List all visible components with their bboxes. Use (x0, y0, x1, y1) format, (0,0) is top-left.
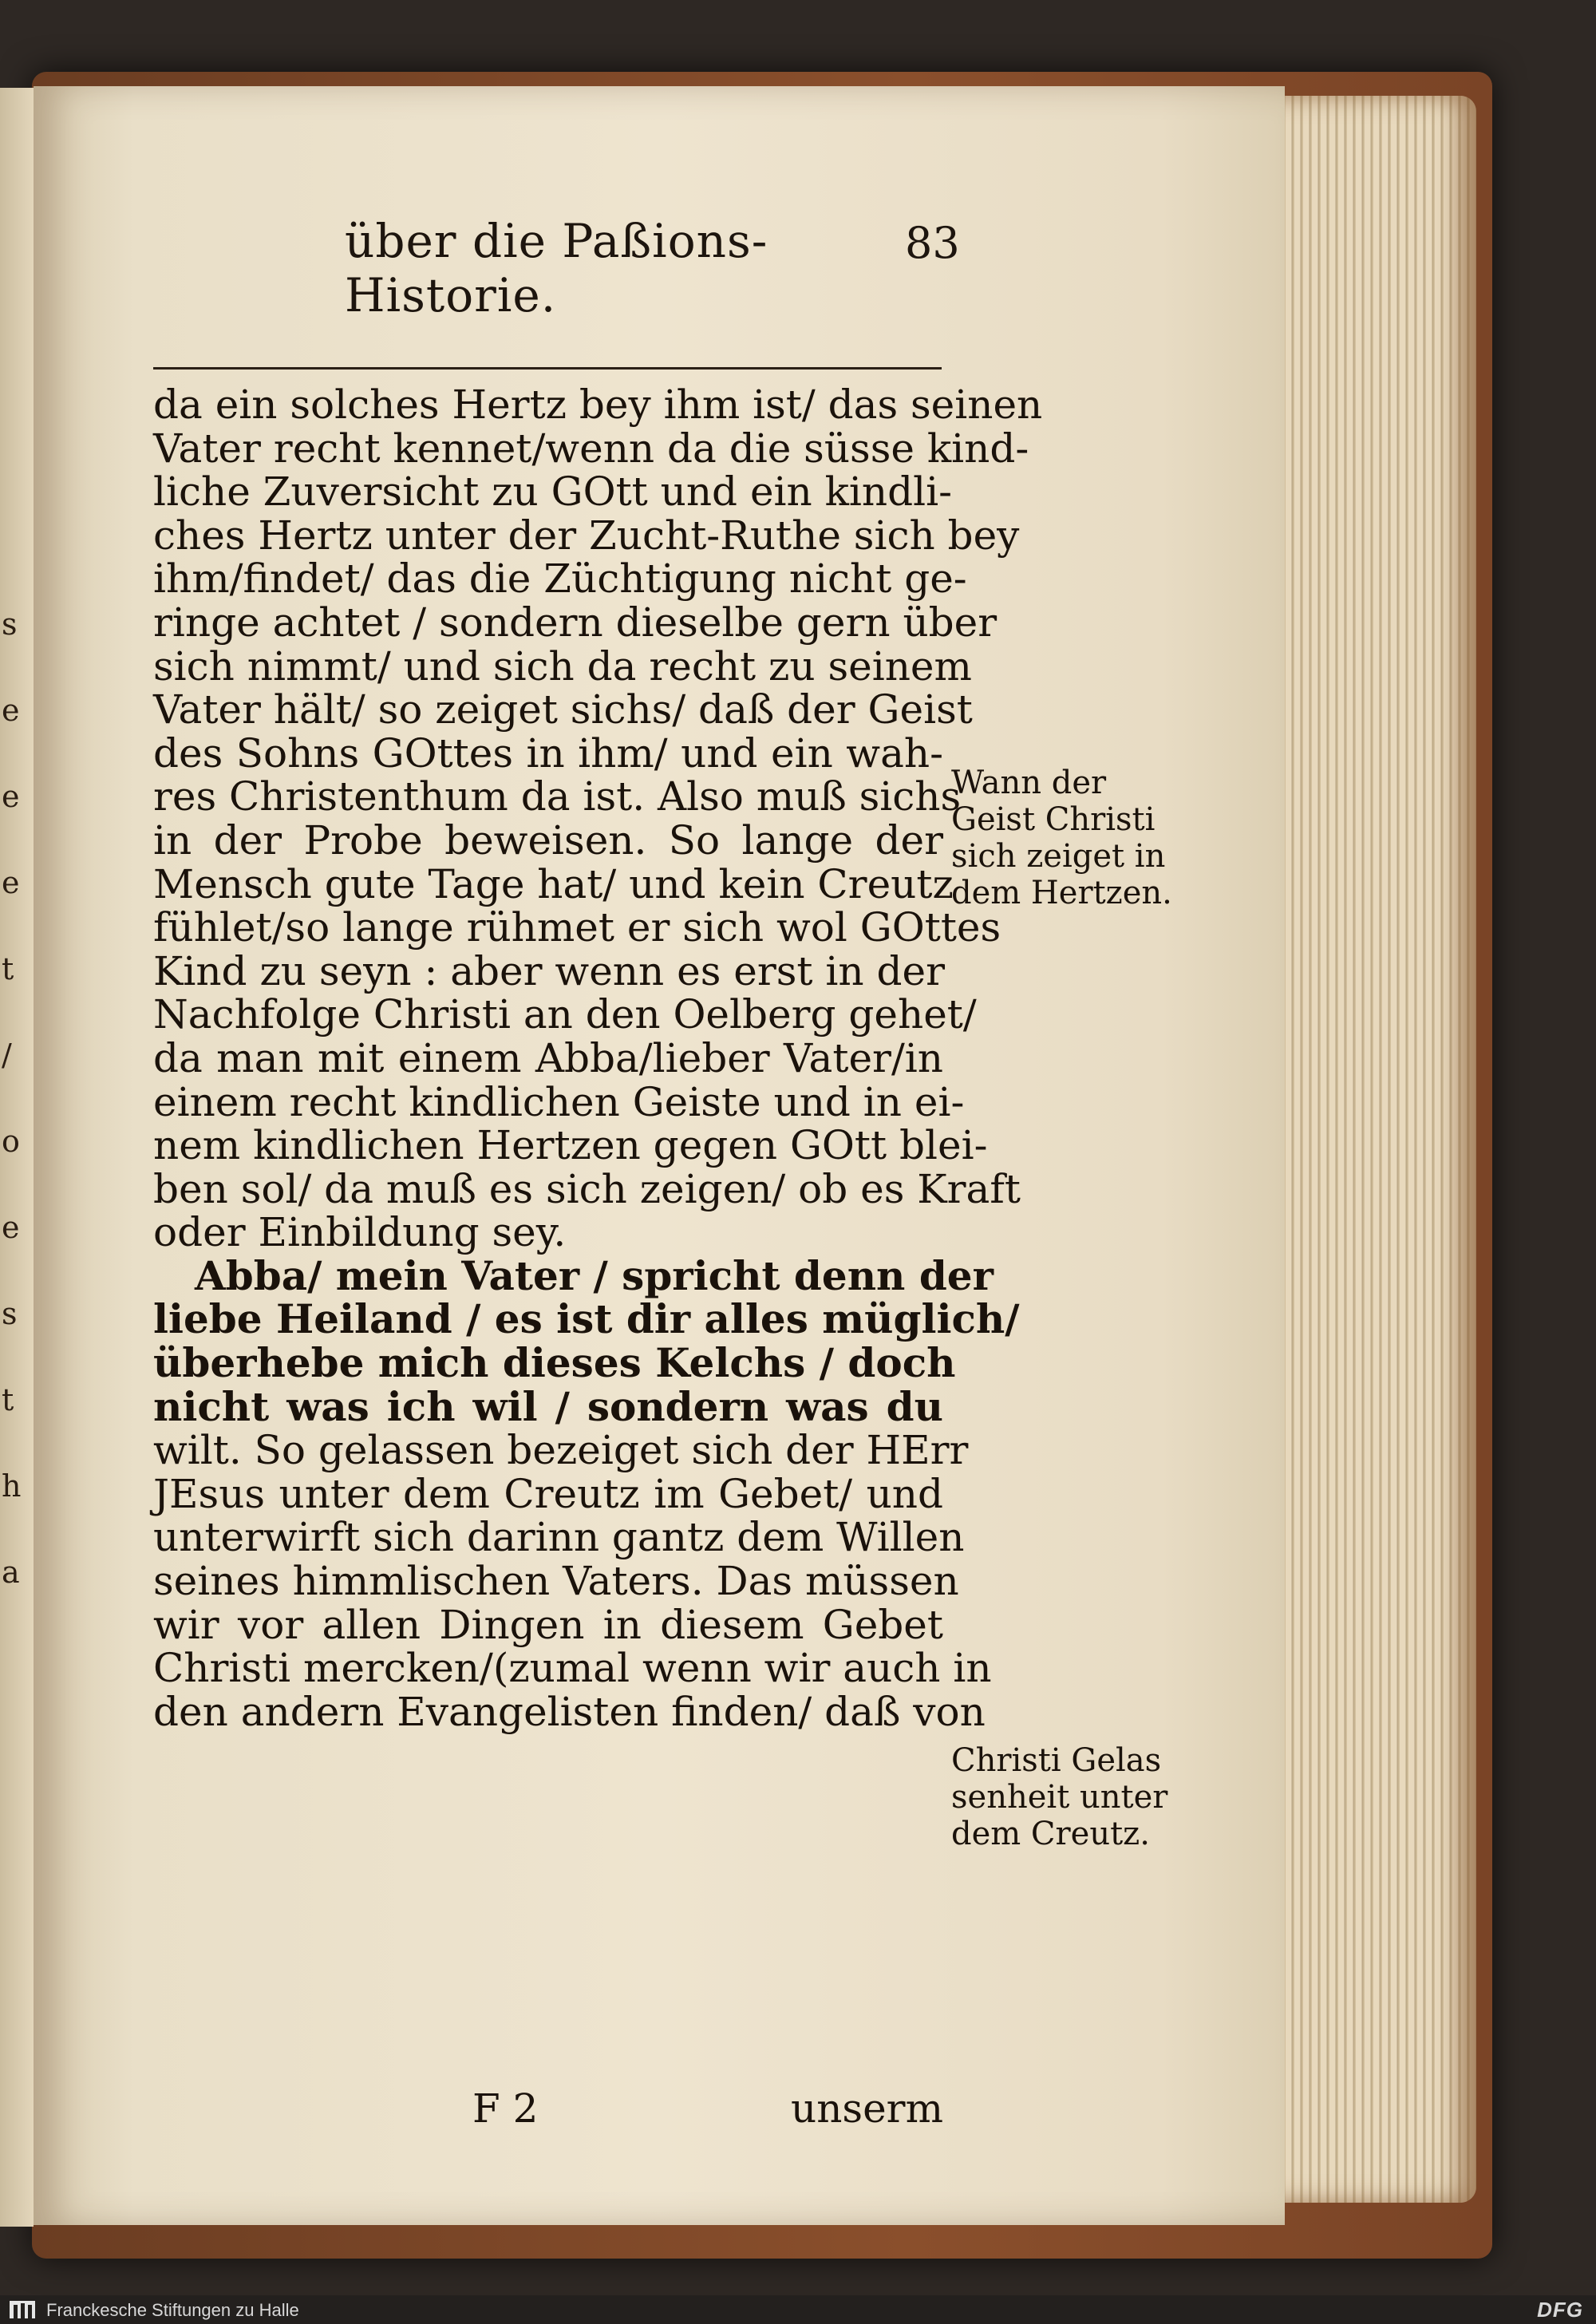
margin-note-line: Wann der (951, 765, 1107, 801)
text-line: res Christenthum da ist. Also muß sichs (153, 773, 962, 820)
fragment: s (2, 607, 18, 642)
fragment: e (2, 693, 20, 728)
text-line: nem kindlichen Hertzen gegen GOtt blei- (153, 1122, 988, 1169)
text-line: ringe achtet / sondern dieselbe gern über (153, 599, 998, 646)
fragment: a (2, 1555, 20, 1590)
margin-note-line: Geist Christi (951, 801, 1156, 838)
text-line: einem recht kindlichen Geiste und in ei- (153, 1078, 965, 1125)
text-line: Christi mercken/(zumal wenn wir auch in (153, 1645, 992, 1692)
fragment: e (2, 865, 20, 900)
margin-note-line: dem Hertzen. (951, 875, 1172, 911)
fragment: t (2, 1382, 14, 1417)
fragment: o (2, 1124, 20, 1159)
text-line: den andern Evangelisten finden/ daß von (153, 1688, 986, 1735)
fragment: t (2, 951, 14, 986)
left-page-fragments (2, 607, 32, 1641)
institution-logo-icon (6, 2298, 38, 2321)
book-page (34, 86, 1285, 2225)
margin-note-line: Christi Gelas (951, 1742, 1162, 1779)
text-line: JEsus unter dem Creutz im Gebet/ und (153, 1470, 943, 1517)
text-line: sich nimmt/ und sich da recht zu seinem (153, 642, 972, 690)
margin-note-line: dem Creutz. (951, 1816, 1150, 1852)
institution-name: Franckesche Stiftungen zu Halle (46, 2300, 299, 2320)
text-line: in der Probe beweisen. So lange der (153, 816, 943, 864)
text-line: Abba/ mein Vater / spricht denn der (195, 1251, 994, 1299)
fragment: e (2, 1210, 20, 1245)
text-line: Mensch gute Tage hat/ und kein Creutz (153, 860, 954, 907)
text-line: da man mit einem Abba/lieber Vater/in (153, 1034, 943, 1081)
text-line: überhebe mich dieses Kelchs / doch (153, 1339, 956, 1387)
text-line: seines himmlischen Vaters. Das müssen (153, 1558, 959, 1605)
text-line: Kind zu seyn : aber wenn es erst in der (153, 947, 945, 994)
margin-note-line: senheit unter (951, 1779, 1168, 1816)
text-line: Nachfolge Christi an den Oelberg gehet/ (153, 991, 977, 1038)
text-line: wir vor allen Dingen in diesem Gebet (153, 1601, 943, 1648)
text-line: da ein solches Hertz bey ihm ist/ das seinen (153, 381, 1043, 428)
fragment: e (2, 779, 20, 814)
running-head: über die Paßions-Historie. (345, 214, 768, 322)
text-line: oder Einbildung sey. (153, 1209, 567, 1256)
left-page-strip (0, 88, 34, 2227)
dfg-logo: DFG (1537, 2298, 1583, 2322)
page-edges (1277, 96, 1476, 2203)
text-line: liche Zuversicht zu GOtt und ein kindli- (153, 468, 953, 516)
page-footer-line (153, 2085, 943, 2141)
text-line: wilt. So gelassen bezeiget sich der HErr (153, 1427, 969, 1474)
text-line: Vater hält/ so zeiget sichs/ daß der Geist (153, 686, 973, 733)
signature-mark: F 2 (472, 2085, 539, 2132)
margin-note-line: sich zeiget in (951, 838, 1166, 875)
viewer-footer (0, 2295, 1596, 2324)
text-line: liebe Heiland / es ist dir alles müglich/ (153, 1295, 1020, 1343)
text-line: fühlet/so lange rühmet er sich wol GOttes (153, 904, 1001, 951)
fragment: s (2, 1296, 18, 1331)
text-line: des Sohns GOttes in ihm/ und ein wah- (153, 729, 943, 777)
text-line: Vater recht kennet/wenn da die süsse kind- (153, 425, 1029, 472)
margin-note (951, 1742, 1191, 1852)
text-line: ihm/findet/ das die Züchtigung nicht ge- (153, 555, 967, 603)
text-line: nicht was ich wil / sondern was du (153, 1382, 943, 1430)
header-rule (153, 367, 942, 370)
margin-note (951, 765, 1191, 911)
catchword: unserm (791, 2085, 943, 2132)
page-number: 83 (905, 218, 960, 268)
fragment: / (2, 1038, 12, 1073)
fragment: h (2, 1468, 22, 1504)
text-line: ben sol/ da muß es sich zeigen/ ob es Kraft (153, 1165, 1021, 1212)
text-line: unterwirft sich darinn gantz dem Willen (153, 1514, 965, 1561)
text-line: ches Hertz unter der Zucht-Ruthe sich bey (153, 512, 1020, 559)
